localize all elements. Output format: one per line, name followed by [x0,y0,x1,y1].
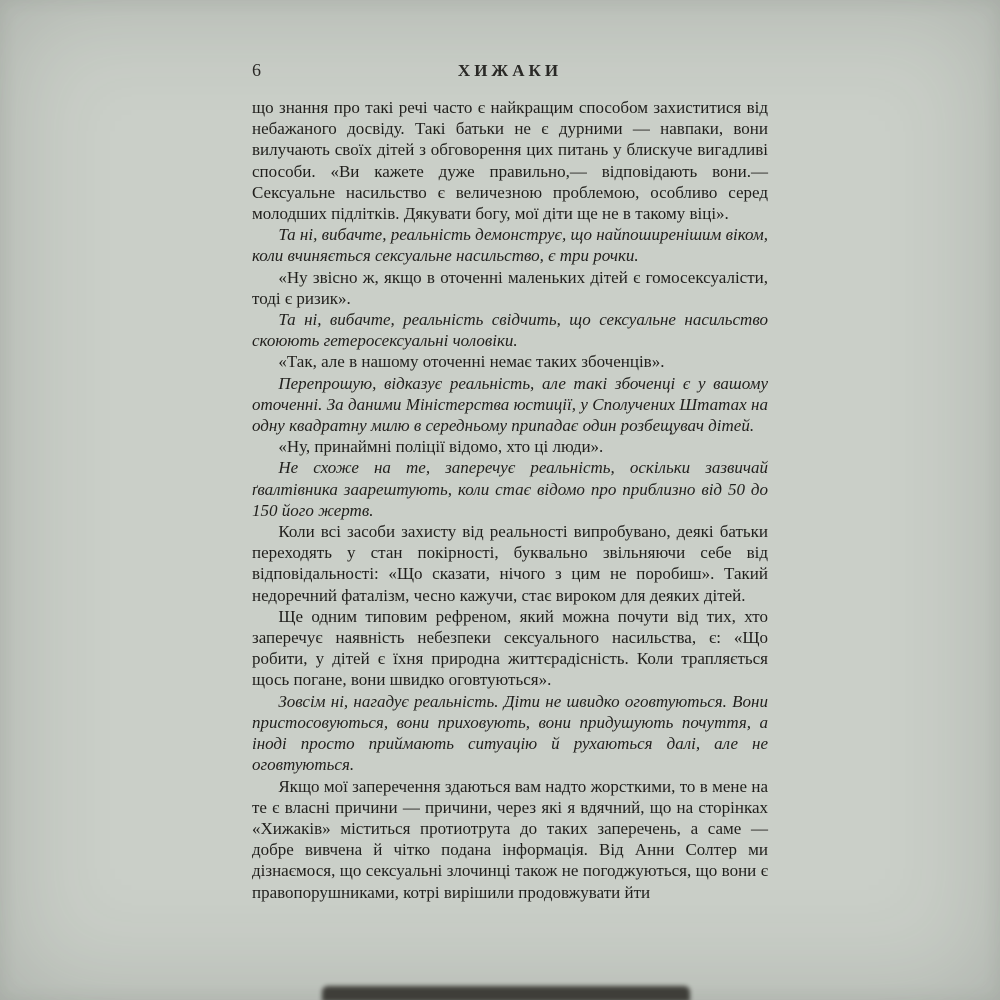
paragraph: що знання про такі речі часто є найкращим способом захиститися від небажаного досвіду. Такі батьки не є дурними — навпаки, вони вилучають своїх дітей з обговорення цих питань у блискуче вигадливі способи. «Ви кажете дуже правильно,— відповідають вони.— Сексуальне насильство є величезною проблемою, особливо серед молодших підлітків. Дякувати богу, мої діти ще не в такому віці». [252,98,768,224]
paragraph: Та ні, вибачте, реальність свідчить, що сексуальне насильство скоюють гетеросексуальні чоловіки. [252,310,768,351]
paragraph: Якщо мої заперечення здаються вам надто жорсткими, то в мене на те є власні причини — причини, через які я вдячний, що на сторінках «Хижаків» міститься протиотрута до таких заперечень, а саме — добре вивчена й чітко подана інформація. Від Анни Солтер ми дізнаємося, що сексуальні злочинці також не погоджуються, що вони є правопорушниками, котрі вирішили продовжувати йти [252,776,768,902]
page-title: ХИЖАКИ [457,61,563,80]
paragraph: Коли всі засоби захисту від реальності випробувано, деякі батьки переходять у стан покірності, буквально звільняючи себе від відповідальності: «Що сказати, нічого з цим не поробиш». Такий недоречний фаталізм, чесно кажучи, стає вироком для деяких дітей. [252,522,768,605]
paragraph: «Так, але в нашому оточенні немає таких збоченців». [278,352,665,372]
paragraph: Та ні, вибачте, реальність демонструє, що найпоширенішим віком, коли вчиняється сексуальне насильство, є три рочки. [252,225,768,266]
paragraph: Ще одним типовим рефреном, який можна почути від тих, хто заперечує наявність небезпеки сексуального насильства, є: «Що робити, у дітей є їхня природна життєрадісність. Коли трапляється щось погане, вони швидко оговтуються». [252,606,768,690]
body-text [252,97,768,903]
book-edge-shadow [322,986,690,1000]
page-header [252,60,768,84]
page-number: 6 [252,60,261,80]
paragraph: Перепрошую, відказує реальність, але такі збоченці є у вашому оточенні. За даними Міністерства юстиції, у Сполучених Штатах на одну квадратну милю в середньому припадає один розбещувач дітей. [252,373,768,436]
paragraph: Зовсім ні, нагадує реальність. Діти не швидко оговтуються. Вони пристосовуються, вони приховують, вони придушують почуття, а іноді просто приймають ситуацію й рухаються далі, але не оговтуються. [252,691,768,775]
paragraph: Не схоже на те, заперечує реальність, оскільки зазвичай ґвалтівника заарештують, коли стає відомо про приблизно від 50 до 150 його жертв. [252,458,768,520]
paragraph: «Ну, принаймні поліції відомо, хто ці люди». [278,437,604,457]
paragraph: «Ну звісно ж, якщо в оточенні маленьких дітей є гомосексуалісти, тоді є ризик». [252,267,768,308]
